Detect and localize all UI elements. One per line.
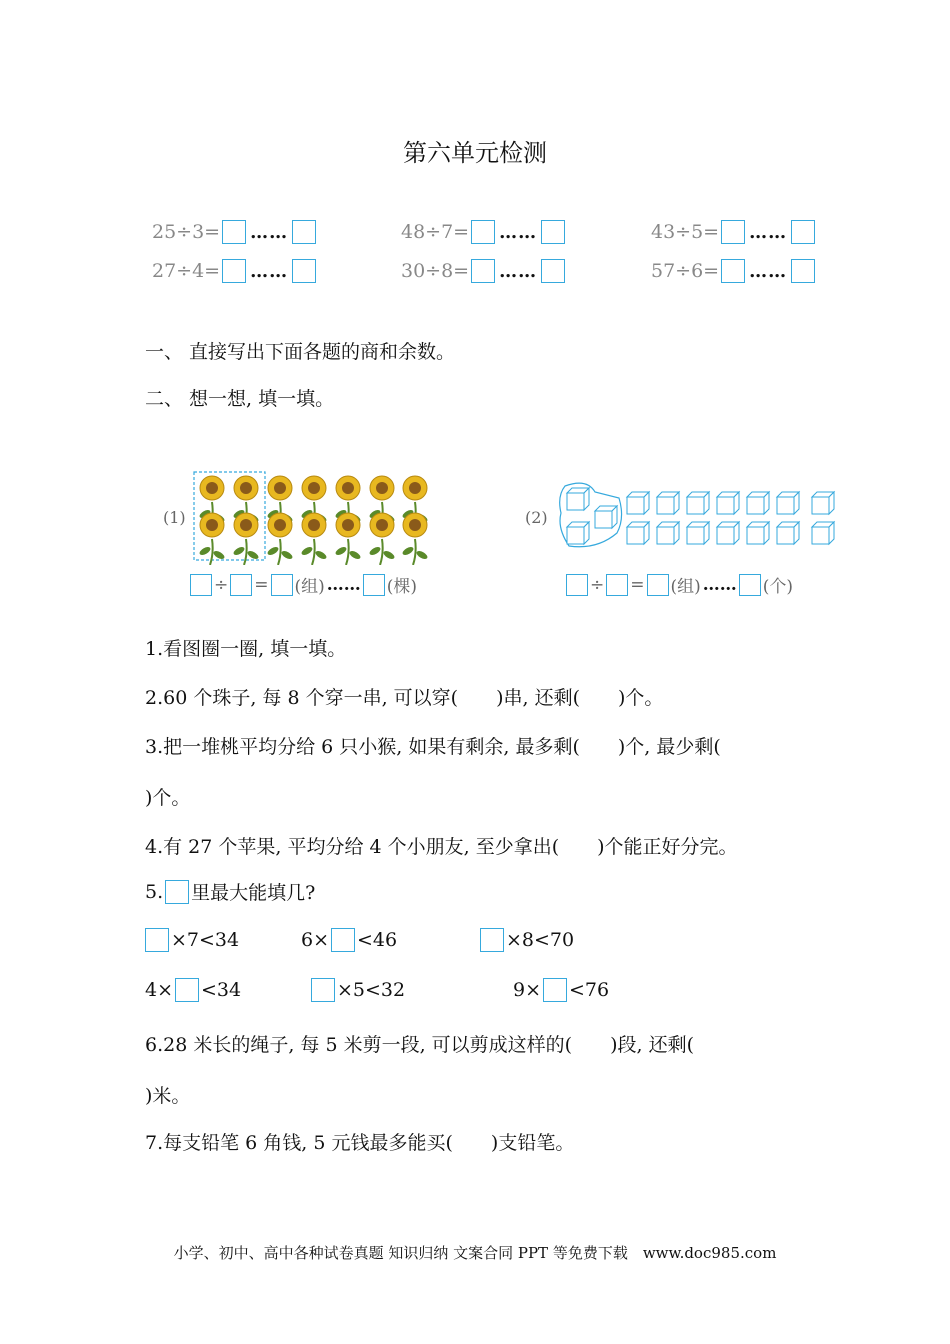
remainder-box[interactable] (791, 220, 815, 244)
sunflower (368, 513, 395, 565)
cube (777, 522, 799, 544)
question-2: 2.60 个珠子, 每 8 个穿一串, 可以穿( )串, 还剩( )个。 (145, 687, 664, 709)
cube (657, 492, 679, 514)
quotient-box[interactable] (271, 574, 293, 596)
answer-box[interactable] (145, 928, 169, 952)
answer-box[interactable] (175, 978, 199, 1002)
sunflower (198, 513, 225, 565)
quotient-box[interactable] (222, 259, 246, 283)
cube (687, 492, 709, 514)
section-1-heading: 一、 直接写出下面各题的商和余数。 (145, 341, 456, 363)
footer-text: 小学、初中、高中各种试卷真题 知识归纳 文案合同 PPT 等免费下载 www.doc985.com (173, 1244, 777, 1262)
figure-2-label: (2) (525, 508, 548, 527)
remainder-box[interactable] (541, 220, 565, 244)
cube (777, 492, 799, 514)
cube (567, 488, 589, 510)
answer-box[interactable] (311, 978, 335, 1002)
question-6-line-1: 6.28 米长的绳子, 每 5 米剪一段, 可以剪成这样的( )段, 还剩( (145, 1034, 694, 1056)
equation-4: 27÷4= …… (152, 259, 316, 283)
equation-2: 48÷7= …… (401, 220, 565, 244)
question-3-line-2: )个。 (145, 787, 191, 809)
cube (812, 522, 834, 544)
answer-box[interactable] (543, 978, 567, 1002)
dividend-box[interactable] (566, 574, 588, 596)
sunflower-figure (192, 470, 437, 565)
quotient-box[interactable] (647, 574, 669, 596)
divisor-box[interactable] (606, 574, 628, 596)
question-3-line-1: 3.把一堆桃平均分给 6 只小猴, 如果有剩余, 最多剩( )个, 最少剩( (145, 736, 721, 758)
question-1: 1.看图圈一圈, 填一填。 (145, 638, 347, 660)
cube (717, 492, 739, 514)
question-7: 7.每支铅笔 6 角钱, 5 元钱最多能买( )支铅笔。 (145, 1132, 575, 1154)
quotient-box[interactable] (721, 220, 745, 244)
quotient-box[interactable] (471, 220, 495, 244)
equation-5: 30÷8= …… (401, 259, 565, 283)
cube (595, 506, 617, 528)
cube-figure (557, 478, 847, 553)
remainder-box[interactable] (739, 574, 761, 596)
divisor-box[interactable] (230, 574, 252, 596)
inequality-1: ×7<34 (145, 928, 239, 952)
figure-1-label: (1) (163, 508, 186, 527)
equation-3: 43÷5= …… (651, 220, 815, 244)
cube (717, 522, 739, 544)
question-5: 5. 里最大能填几? (145, 880, 316, 904)
dividend-box[interactable] (190, 574, 212, 596)
cube (687, 522, 709, 544)
cube (657, 522, 679, 544)
quotient-box[interactable] (222, 220, 246, 244)
inequality-5: ×5<32 (311, 978, 405, 1002)
question-4: 4.有 27 个苹果, 平均分给 4 个小朋友, 至少拿出( )个能正好分完。 (145, 836, 738, 858)
equation-1: 25÷3= …… (152, 220, 316, 244)
inequality-4: 4× <34 (145, 979, 242, 1001)
answer-box[interactable] (331, 928, 355, 952)
remainder-box[interactable] (541, 259, 565, 283)
sunflower (334, 513, 361, 565)
answer-box (165, 880, 189, 904)
cube (627, 522, 649, 544)
figure-1-equation: ÷ = (组) …… (棵) (190, 572, 417, 597)
remainder-box[interactable] (292, 259, 316, 283)
quotient-box[interactable] (721, 259, 745, 283)
equation-6: 57÷6= …… (651, 259, 815, 283)
inequality-3: ×8<70 (480, 928, 574, 952)
section-2-heading: 二、 想一想, 填一填。 (145, 388, 335, 410)
cube (627, 492, 649, 514)
cube (812, 492, 834, 514)
cube (747, 522, 769, 544)
question-6-line-2: )米。 (145, 1085, 191, 1107)
remainder-box[interactable] (363, 574, 385, 596)
figure-2-equation: ÷ = (组) …… (个) (566, 572, 793, 597)
quotient-box[interactable] (471, 259, 495, 283)
cube (747, 492, 769, 514)
inequality-6: 9× <76 (513, 979, 610, 1001)
sunflower (401, 513, 428, 565)
sunflower (266, 513, 293, 565)
page-title: 第六单元检测 (403, 139, 547, 167)
remainder-box[interactable] (791, 259, 815, 283)
answer-box[interactable] (480, 928, 504, 952)
inequality-2: 6× <46 (301, 929, 398, 951)
cube (567, 522, 589, 544)
sunflower (232, 513, 259, 565)
remainder-box[interactable] (292, 220, 316, 244)
sunflower (300, 513, 327, 565)
